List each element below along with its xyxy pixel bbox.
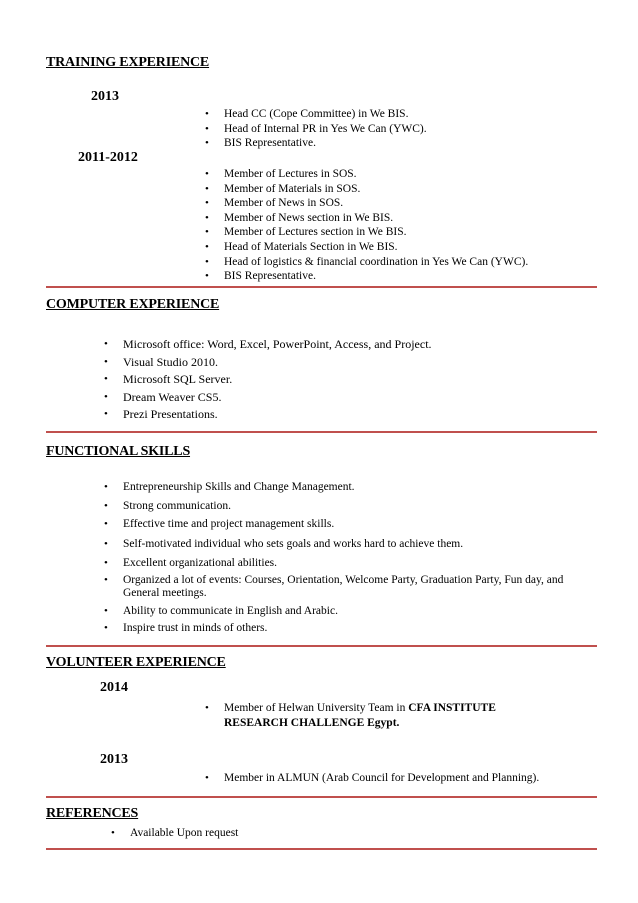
volunteer-item-text: Member of Helwan University Team in: [224, 702, 409, 714]
volunteer-year-2014: 2014: [100, 680, 128, 695]
list-item: • Head of Internal PR in Yes We Can (YWC).: [224, 122, 427, 137]
volunteer-list-2014: [224, 701, 544, 731]
list-item: • Self-motivated individual who sets goals and works hard to achieve them.: [123, 537, 593, 556]
list-item: • Head CC (Cope Committee) in We BIS.: [224, 107, 427, 122]
volunteer-list-2013: [224, 771, 539, 785]
volunteer-year-2013: 2013: [100, 752, 128, 767]
computer-list: [123, 337, 432, 425]
list-item: • Prezi Presentations.: [123, 407, 432, 425]
list-item: • Member of Materials in SOS.: [224, 182, 528, 197]
list-item: • Member in ALMUN (Arab Council for Development and Planning).: [224, 771, 539, 785]
training-year-2011-2012: 2011-2012: [78, 150, 138, 165]
list-item: • Effective time and project management skills.: [123, 517, 593, 537]
volunteer-item-bold: CFA INSTITUTE RESEARCH CHALLENGE Egypt.: [224, 702, 496, 729]
functional-heading: FUNCTIONAL SKILLS: [46, 444, 191, 459]
computer-heading: COMPUTER EXPERIENCE: [46, 297, 220, 312]
list-item: • Member of Lectures in SOS.: [224, 167, 528, 182]
training-list-2013: [224, 107, 427, 151]
section-divider: [46, 286, 597, 288]
list-item: • Member of News in SOS.: [224, 196, 528, 211]
section-divider: [46, 431, 597, 433]
section-divider: [46, 796, 597, 798]
list-item: • Member of News section in We BIS.: [224, 211, 528, 226]
training-list-2011-2012: [224, 167, 528, 284]
list-item: • Organized a lot of events: Courses, Orientation, Welcome Party, Graduation Party, Fun day, and General meetings.: [123, 574, 593, 604]
list-item: • Dream Weaver CS5.: [123, 390, 432, 408]
references-heading: REFERENCES: [46, 806, 139, 821]
list-item: • Inspire trust in minds of others.: [123, 621, 593, 638]
list-item: • Member of Lectures section in We BIS.: [224, 225, 528, 240]
list-item: [224, 701, 544, 731]
training-heading: TRAINING EXPERIENCE: [46, 55, 210, 70]
list-item: • BIS Representative.: [224, 269, 528, 284]
list-item: • BIS Representative.: [224, 136, 427, 151]
volunteer-heading: VOLUNTEER EXPERIENCE: [46, 655, 226, 670]
list-item: • Ability to communicate in English and Arabic.: [123, 604, 593, 621]
list-item: • Available Upon request: [130, 826, 238, 840]
section-divider: [46, 848, 597, 850]
list-item: • Excellent organizational abilities.: [123, 556, 593, 574]
training-year-2013: 2013: [91, 89, 119, 104]
references-list: [130, 826, 238, 840]
list-item: • Visual Studio 2010.: [123, 355, 432, 373]
list-item: • Microsoft SQL Server.: [123, 372, 432, 390]
list-item: • Microsoft office: Word, Excel, PowerPoint, Access, and Project.: [123, 337, 432, 355]
section-divider: [46, 645, 597, 647]
list-item: • Head of Materials Section in We BIS.: [224, 240, 528, 255]
functional-list: [123, 480, 593, 638]
list-item: • Strong communication.: [123, 499, 593, 517]
list-item: • Head of logistics & financial coordination in Yes We Can (YWC).: [224, 255, 528, 270]
list-item: • Entrepreneurship Skills and Change Management.: [123, 480, 593, 499]
